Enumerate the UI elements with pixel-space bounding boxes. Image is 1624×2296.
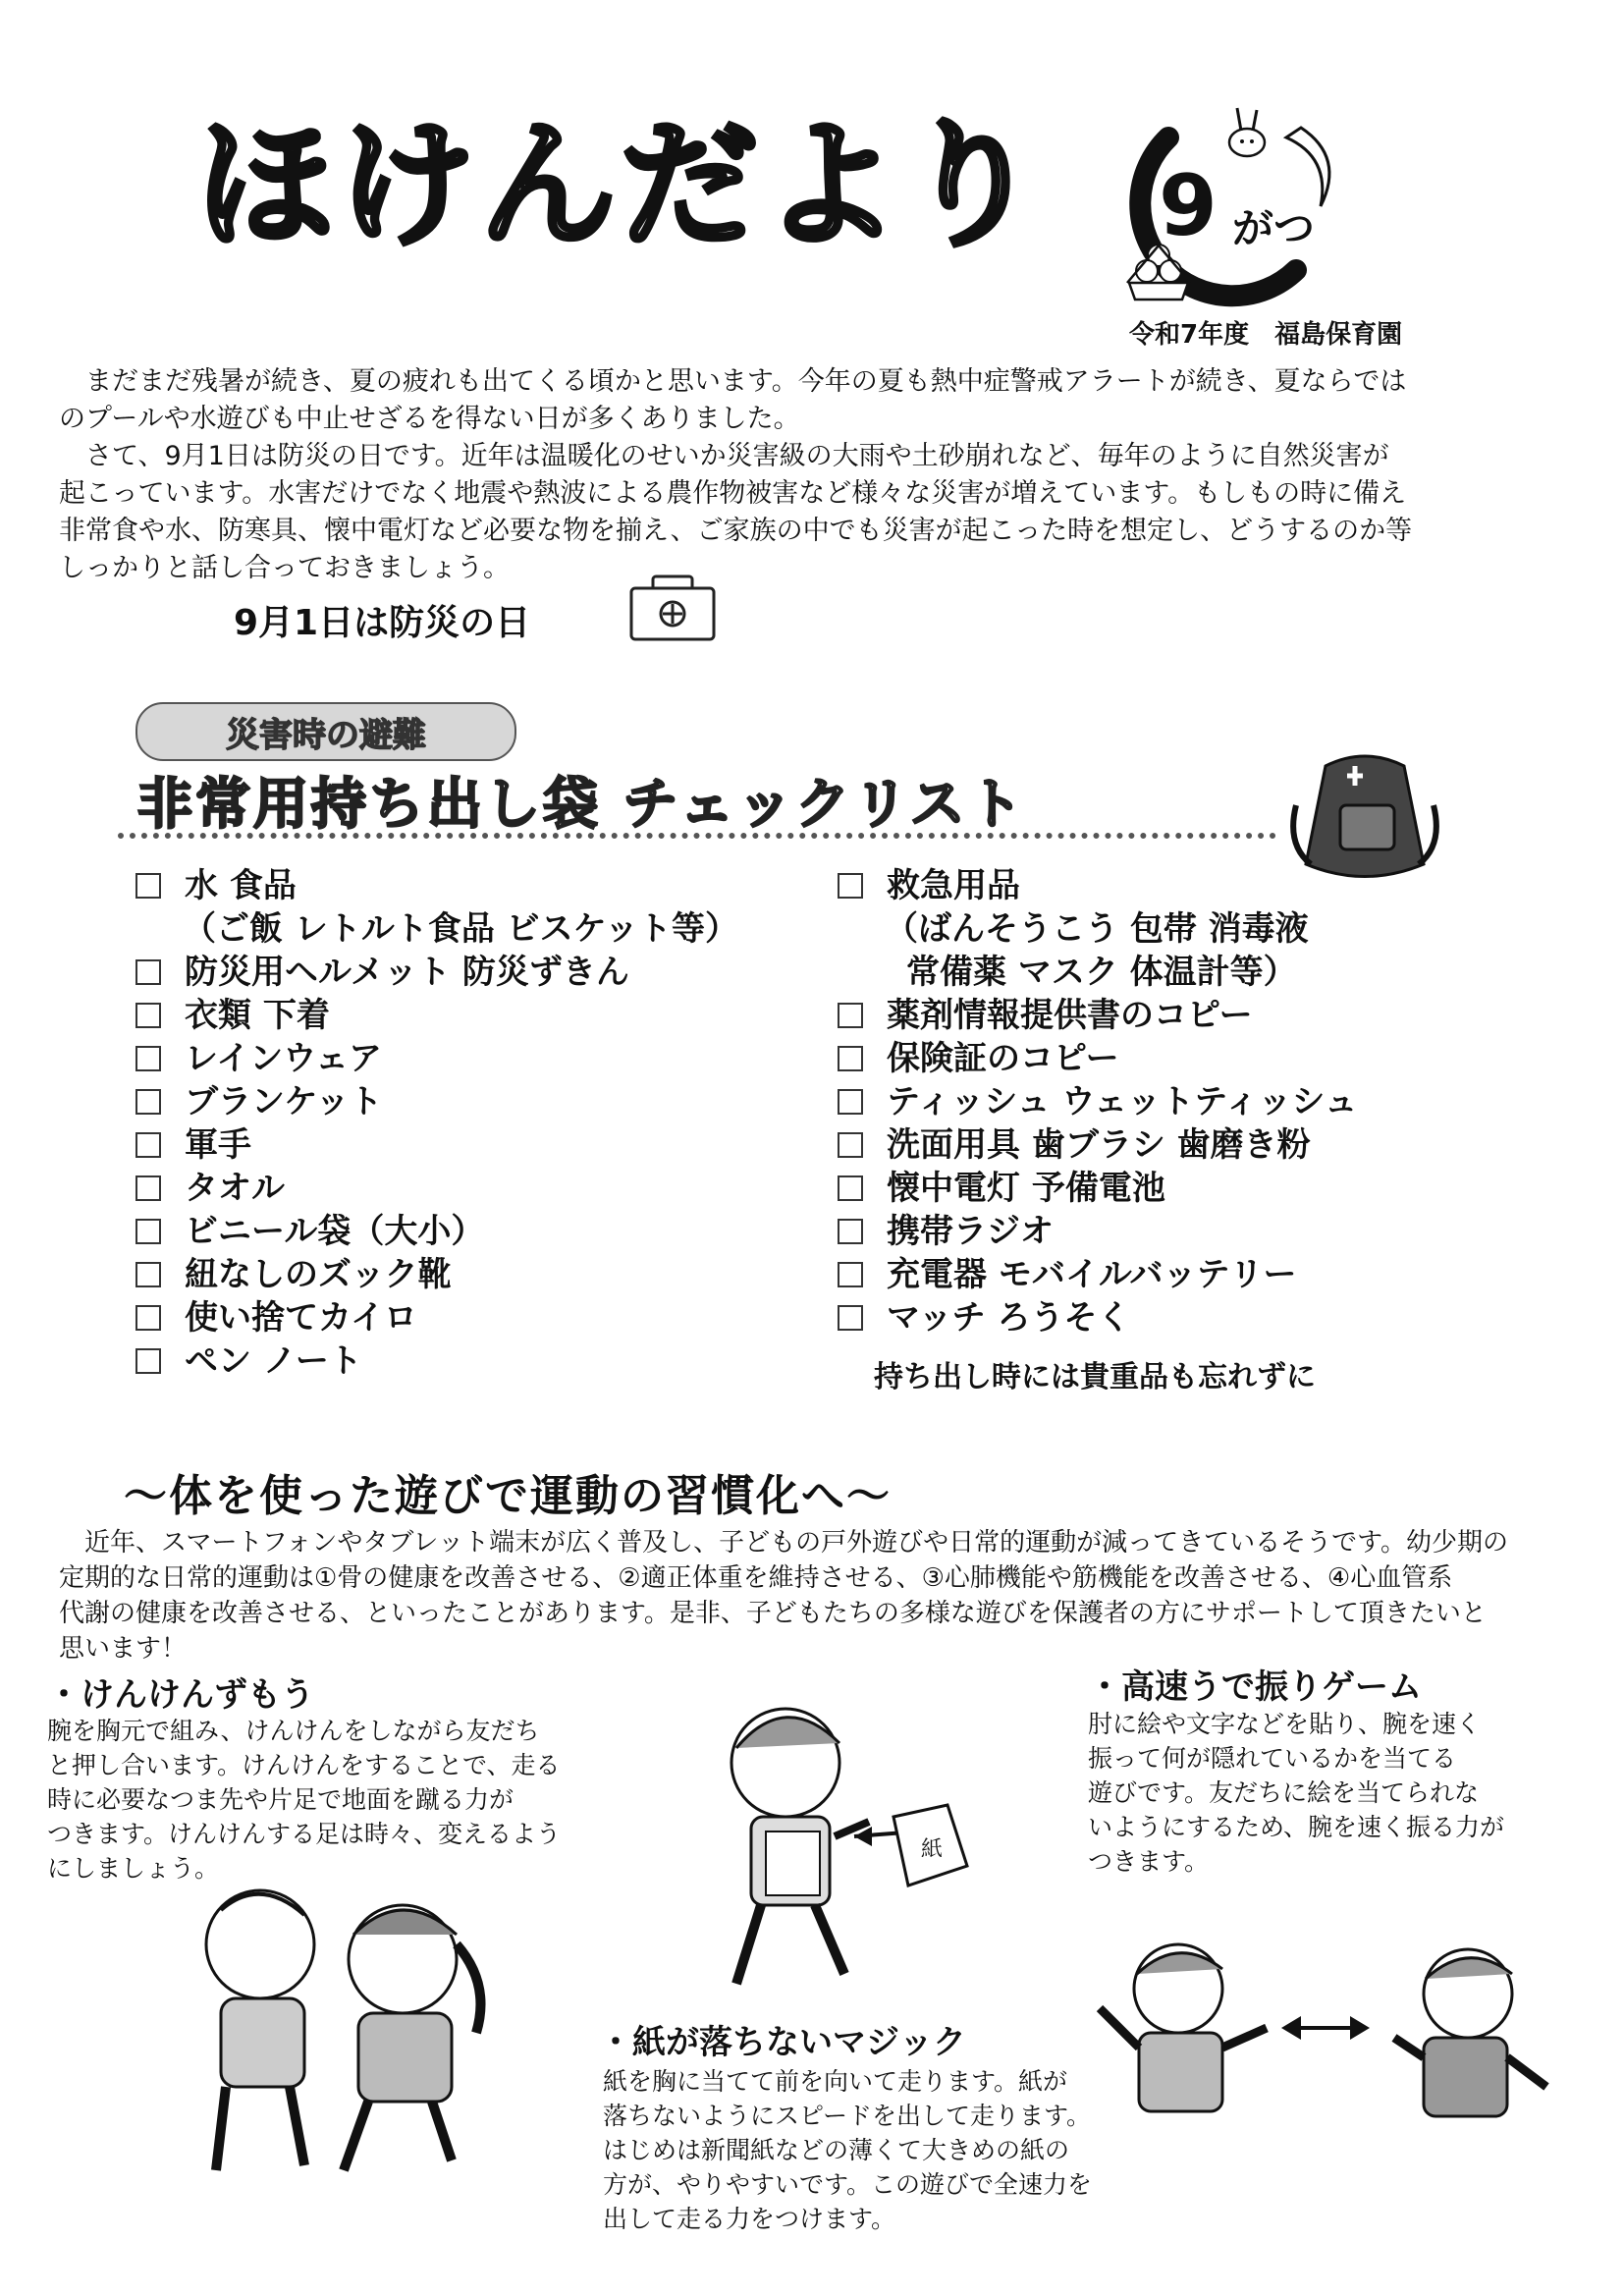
checkbox[interactable] (838, 1089, 863, 1115)
checkbox[interactable] (135, 873, 161, 899)
swing-title: ・高速うで振りゲーム (1088, 1667, 1422, 1707)
checklist-item[interactable]: 洗面用具 歯ブラシ 歯磨き粉 (838, 1123, 1544, 1167)
exercise-intro (59, 1525, 1600, 1667)
checklist-item-note: （ご飯 レトルト食品 ビスケット等） (183, 909, 738, 949)
checklist-item[interactable]: 防災用ヘルメット 防災ずきん (135, 951, 823, 994)
checkbox[interactable] (135, 959, 161, 985)
checkbox[interactable] (838, 1003, 863, 1028)
valuables-note: 持ち出し時には貴重品も忘れずに (874, 1360, 1316, 1394)
magic-title: ・紙が落ちないマジック (599, 2023, 966, 2062)
checklist-item[interactable]: 紐なしのズック靴 (135, 1253, 823, 1296)
checklist-item[interactable]: 軍手 (135, 1123, 823, 1167)
kenken-text: 腕を胸元で組み、けんけんをしながら友だち と押し合います。けんけんをすることで、走る 時に必要なつま先や片足で地面を蹴る力が つきます。けんけんする足は時々、変えるよう にしましょう。 (47, 1717, 562, 1883)
month-suffix: がつ (1232, 204, 1316, 252)
intro-line: まだまだ残暑が続き、夏の疲れも出てくる頃かと思います。今年の夏も熱中症警戒アラートが続き、夏ならでは (59, 366, 1407, 397)
checklist-left-column (135, 864, 823, 1383)
evacuation-label: 災害時の避難 (135, 702, 516, 761)
checklist-item[interactable]: マッチ ろうそく (838, 1296, 1544, 1339)
checklist-item[interactable]: 懐中電灯 予備電池 (838, 1167, 1544, 1210)
checklist-title: 非常用持ち出し袋 チェックリスト (137, 773, 1026, 837)
checklist-item[interactable]: 救急用品 (838, 864, 1544, 907)
exercise-intro-line: 思います！ (59, 1634, 188, 1664)
checklist-item-note: （ばんそうこう 包帯 消毒液 (885, 909, 1309, 949)
checkbox[interactable] (838, 1262, 863, 1287)
checkbox[interactable] (838, 1046, 863, 1071)
checkbox[interactable] (838, 1175, 863, 1201)
checkbox[interactable] (135, 1219, 161, 1244)
checklist-item[interactable]: 携帯ラジオ (838, 1210, 1544, 1253)
checkbox[interactable] (135, 1046, 161, 1071)
checklist-item[interactable]: ビニール袋（大小） (135, 1210, 823, 1253)
checklist-item[interactable]: 衣類 下着 (135, 994, 823, 1037)
checklist-item[interactable]: 薬剤情報提供書のコピー (838, 994, 1544, 1037)
exercise-heading: ～体を使った遊びで運動の習慣化へ～ (124, 1471, 892, 1521)
checklist-item-note: 常備薬 マスク 体温計等） (906, 953, 1297, 992)
checkbox[interactable] (135, 1305, 161, 1331)
kenken-title: ・けんけんずもう (47, 1675, 314, 1715)
checkbox[interactable] (135, 1003, 161, 1028)
intro-line: さて、9月1日は防災の日です。近年は温暖化のせいか災害級の大雨や土砂崩れなど、毎年のように自然災害が (59, 441, 1389, 471)
checkbox[interactable] (838, 1305, 863, 1331)
checklist-item[interactable]: レインウェア (135, 1037, 823, 1080)
running-girl-paper-illustration (697, 1689, 992, 2013)
checklist-item[interactable]: ペン ノート (135, 1339, 823, 1383)
checkbox[interactable] (135, 1132, 161, 1158)
intro-line: しっかりと話し合っておきましょう。 (59, 553, 510, 583)
checkbox[interactable] (135, 1175, 161, 1201)
first-aid-kit-icon (628, 574, 717, 643)
checkbox[interactable] (838, 1132, 863, 1158)
checklist-item[interactable]: タオル (135, 1167, 823, 1210)
dotted-divider (118, 833, 1276, 839)
arm-swing-kids-illustration (1080, 1930, 1561, 2136)
checkbox[interactable] (838, 1219, 863, 1244)
checklist-item[interactable]: ティッシュ ウェットティッシュ (838, 1080, 1544, 1123)
paper-label: 紙 (921, 1837, 944, 1862)
checklist-item[interactable]: ブランケット (135, 1080, 823, 1123)
kids-kenken-illustration (167, 1866, 501, 2190)
school-name: 令和7年度 福島保育園 (1129, 320, 1403, 350)
checklist-item[interactable]: 水 食品 (135, 864, 823, 907)
exercise-intro-line: 近年、スマートフォンやタブレット端末が広く普及し、子どもの戸外遊びや日常的運動が減ってきているそうです。幼少期の (59, 1528, 1509, 1558)
month-number: 9 (1159, 157, 1218, 255)
intro-paragraph (59, 363, 1591, 587)
newsletter-title: ほけんだより (196, 106, 1046, 266)
checkbox[interactable] (135, 1262, 161, 1287)
checkbox[interactable] (838, 873, 863, 899)
checklist-right-column (838, 864, 1544, 1339)
intro-line: のプールや水遊びも中止せざるを得ない日が多くありました。 (59, 404, 800, 434)
magic-text: 紙を胸に当てて前を向いて走ります。紙が 落ちないようにスピードを出して走ります。 はじめは新聞紙などの薄くて大きめの紙の 方が、やりやすいです。この遊びで全速力を 出して走る力をつけます。 (603, 2067, 1093, 2233)
month-badge (1100, 98, 1375, 314)
intro-line: 非常食や水、防寒具、懐中電灯など必要な物を揃え、ご家族の中でも災害が起こった時を想定し、どうするのか等 (59, 516, 1413, 546)
checklist-item[interactable]: 使い捨てカイロ (135, 1296, 823, 1339)
bosai-day-heading: 9月1日は防災の日 (234, 603, 531, 643)
exercise-intro-line: 代謝の健康を改善させる、といったことがあります。是非、子どもたちの多様な遊びを保護者の方にサポートして頂きたいと (59, 1599, 1487, 1628)
checklist-item[interactable]: 保険証のコピー (838, 1037, 1544, 1080)
swing-text: 肘に絵や文字などを貼り、腕を速く 振って何が隠れているかを当てる 遊びです。友だちに絵を当てられな いようにするため、腕を速く振る力が つきます。 (1088, 1710, 1505, 1876)
checklist-item[interactable]: 充電器 モバイルバッテリー (838, 1253, 1544, 1296)
checkbox[interactable] (135, 1089, 161, 1115)
intro-line: 起こっています。水害だけでなく地震や熱波による農作物被害など様々な災害が増えています。もしもの時に備え (59, 478, 1407, 509)
exercise-intro-line: 定期的な日常的運動は①骨の健康を改善させる、②適正体重を維持させる、③心肺機能や筋機能を改善させる、④心血管系 (59, 1563, 1453, 1593)
checkbox[interactable] (135, 1348, 161, 1374)
